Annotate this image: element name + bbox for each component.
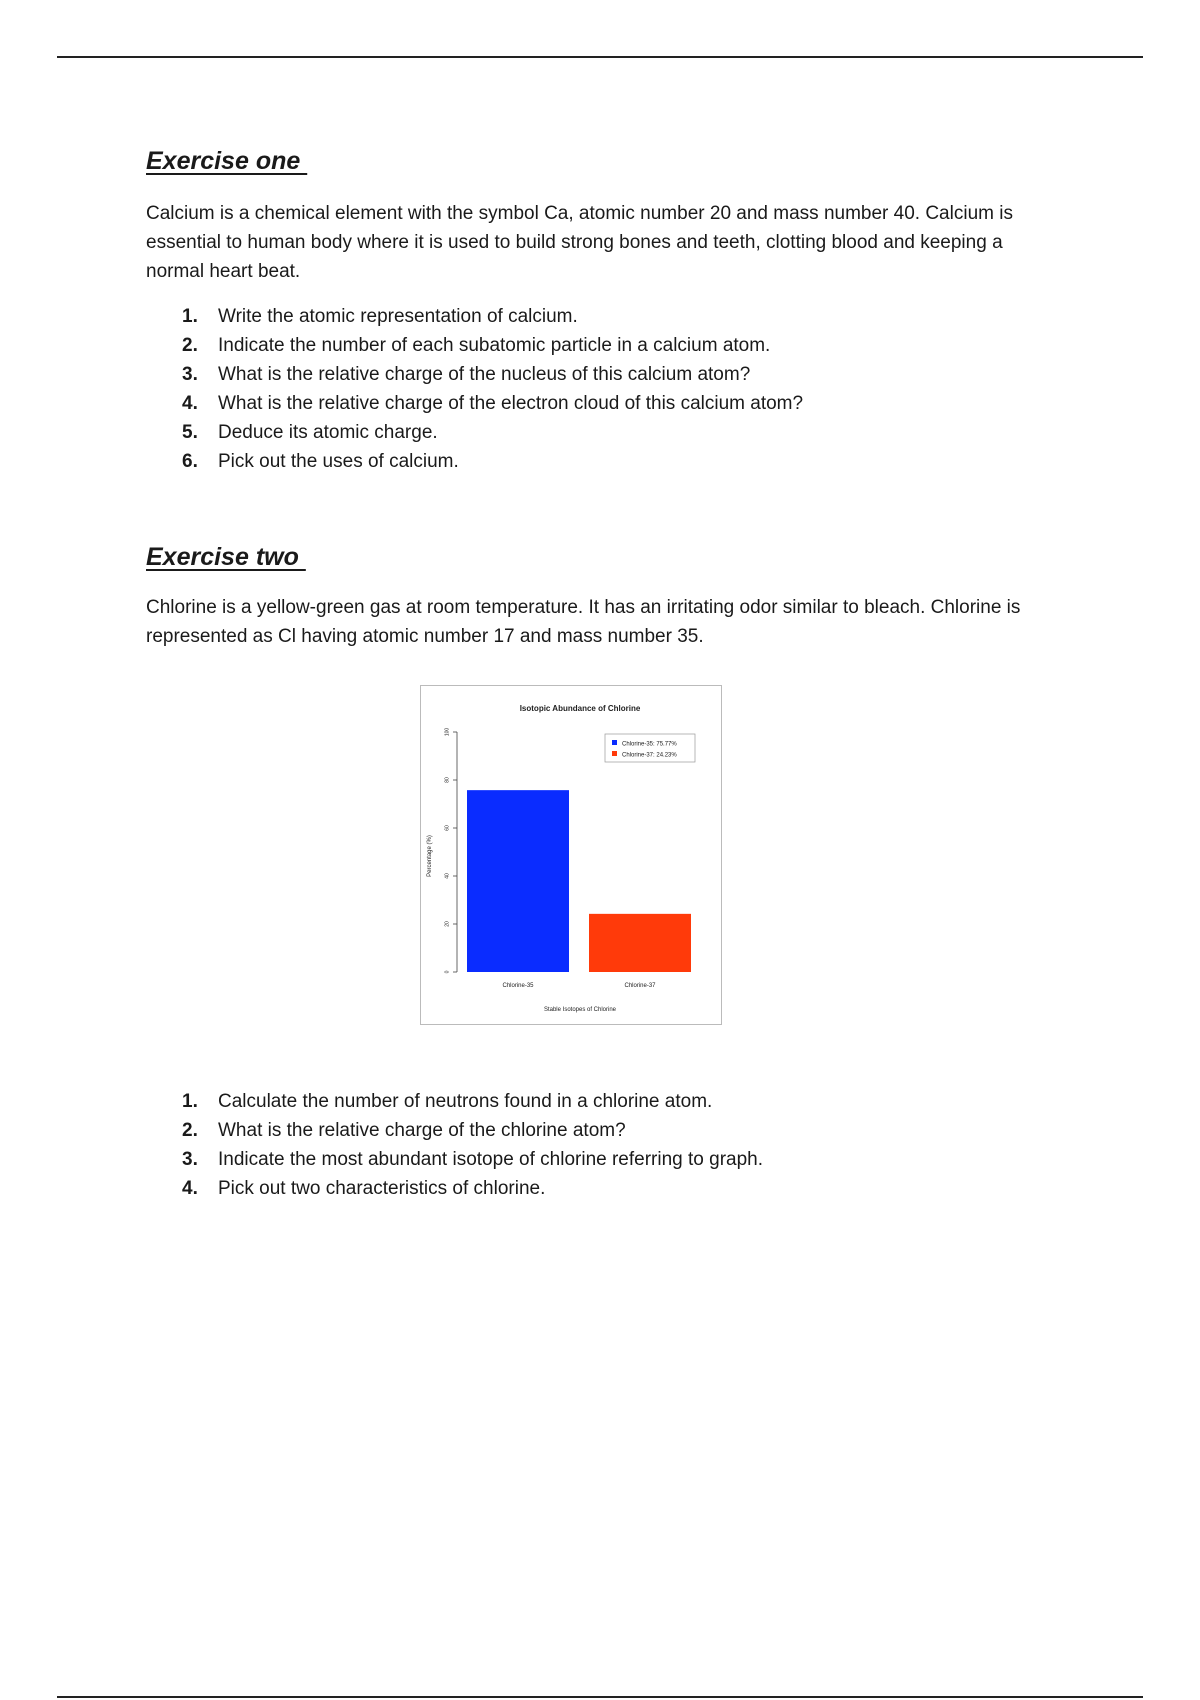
list-item: 3. What is the relative charge of the nucleus of this calcium atom? bbox=[182, 364, 751, 385]
chart-title: Isotopic Abundance of Chlorine bbox=[519, 704, 641, 713]
top-rule bbox=[57, 56, 1143, 58]
bottom-rule bbox=[57, 1696, 1143, 1698]
exercise-one-paragraph: Calcium is a chemical element with the symbol Ca, atomic number 20 and mass number 40. Calcium is essential to human body where it is used to build strong bones and teeth, clotting blood and keeping a normal heart beat. bbox=[146, 203, 1013, 282]
list-item: 1. Calculate the number of neutrons found in a chlorine atom. bbox=[182, 1091, 713, 1112]
y-tick-label: 100 bbox=[444, 727, 451, 737]
list-item: 2. Indicate the number of each subatomic particle in a calcium atom. bbox=[182, 335, 771, 356]
list-item: 3. Indicate the most abundant isotope of chlorine referring to graph. bbox=[182, 1149, 764, 1170]
chart-marks bbox=[444, 728, 695, 989]
y-tick-label: 80 bbox=[444, 777, 451, 783]
y-tick-label: 60 bbox=[444, 825, 451, 831]
exercise-two-title: Exercise two bbox=[146, 543, 306, 571]
legend-swatch bbox=[612, 740, 617, 745]
list-item: 2. What is the relative charge of the chlorine atom? bbox=[182, 1120, 626, 1141]
legend-swatch bbox=[612, 751, 617, 756]
chart-svg bbox=[421, 686, 721, 1024]
exercise-one-title: Exercise one bbox=[146, 147, 308, 175]
y-tick-label: 40 bbox=[444, 873, 451, 879]
legend-entry: Chlorine-37: 24.23% bbox=[622, 752, 677, 759]
list-item: 1. Write the atomic representation of calcium. bbox=[182, 306, 578, 327]
isotope-abundance-chart bbox=[420, 685, 722, 1025]
chart-y-axis-label: Percentage (%) bbox=[427, 835, 433, 877]
exercise-one-questions bbox=[146, 302, 803, 476]
x-tick-label: Chlorine-35 bbox=[502, 983, 534, 989]
exercise-two-paragraph: Chlorine is a yellow-green gas at room temperature. It has an irritating odor similar to bleach. Chlorine is represented as Cl having atomic number 17 and mass number 35. bbox=[146, 597, 1021, 647]
x-tick-label: Chlorine-37 bbox=[624, 983, 656, 989]
y-tick-label: 0 bbox=[444, 970, 451, 974]
y-tick-label: 20 bbox=[444, 921, 451, 927]
legend-entry: Chlorine-35: 75.77% bbox=[622, 741, 677, 748]
list-item: 6. Pick out the uses of calcium. bbox=[182, 451, 459, 472]
bar-chlorine-37 bbox=[589, 914, 691, 972]
list-item: 5. Deduce its atomic charge. bbox=[182, 422, 438, 443]
list-item: 4. What is the relative charge of the electron cloud of this calcium atom? bbox=[182, 393, 804, 414]
bar-chlorine-35 bbox=[467, 790, 569, 972]
chart-x-axis-label: Stable Isotopes of Chlorine bbox=[543, 1007, 617, 1013]
list-item: 4. Pick out two characteristics of chlorine. bbox=[182, 1178, 546, 1199]
exercise-two-questions bbox=[146, 1087, 763, 1203]
